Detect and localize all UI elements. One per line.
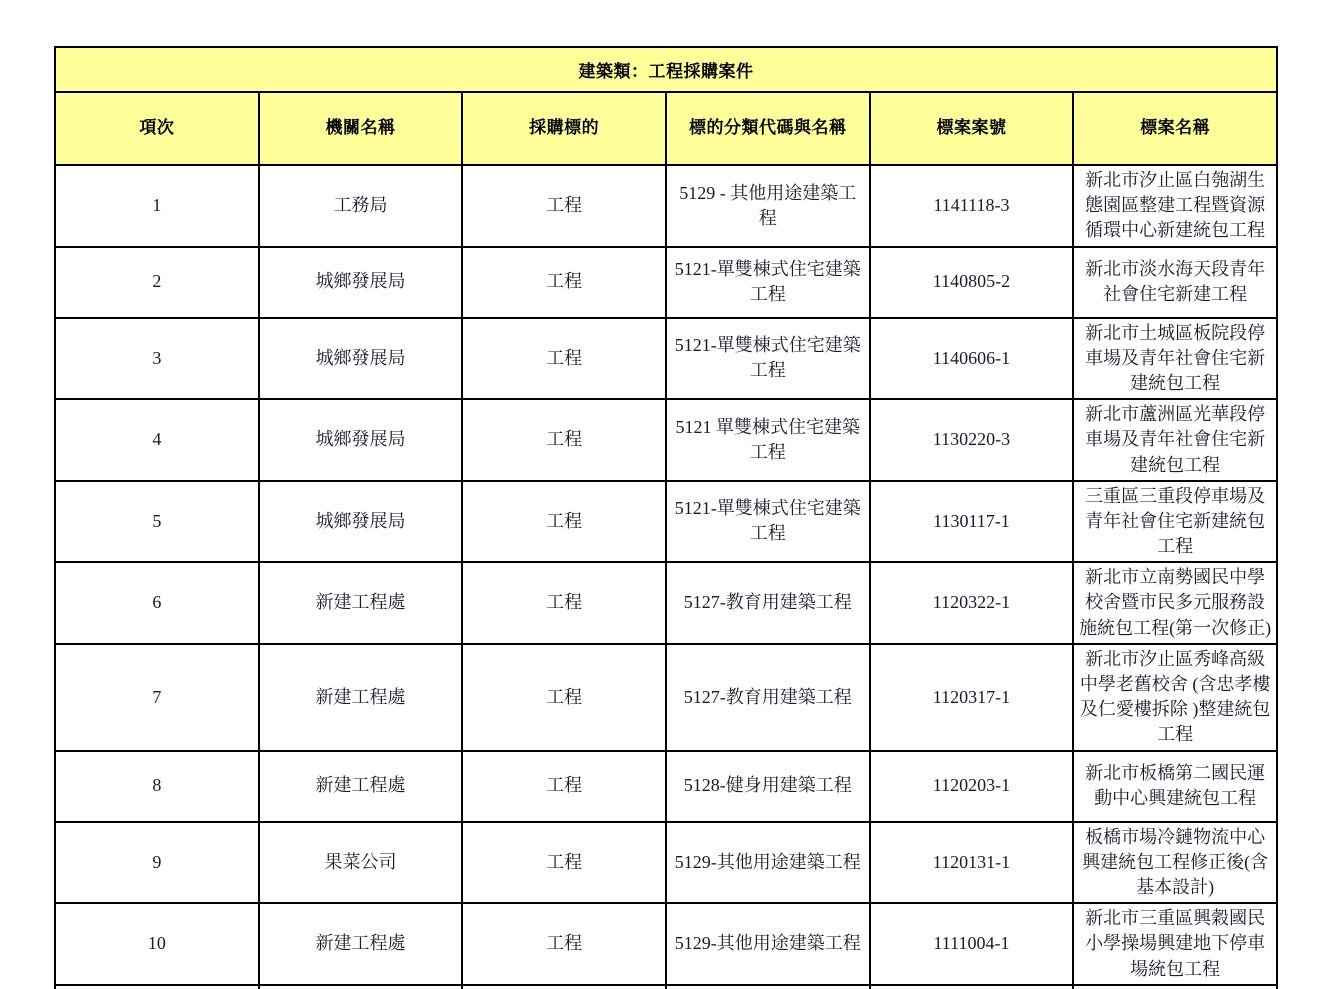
cell-obj: 工程 — [462, 562, 666, 644]
column-header-seq[interactable]: 項次 — [55, 92, 259, 165]
cell-name: 新北市板橋第二國民運動中心興建統包工程 — [1073, 751, 1277, 822]
cell-obj: 工程 — [462, 751, 666, 822]
tail-cell-name — [1073, 985, 1277, 989]
table-title: 建築類：工程採購案件 — [55, 47, 1277, 92]
cell-seq: 1 — [55, 165, 259, 247]
cell-org: 城鄉發展局 — [259, 481, 463, 563]
column-header-obj[interactable]: 採購標的 — [462, 92, 666, 165]
cell-org: 新建工程處 — [259, 644, 463, 751]
table-header-row — [55, 92, 1277, 165]
cell-org: 新建工程處 — [259, 562, 463, 644]
cell-org: 城鄉發展局 — [259, 318, 463, 400]
column-header-class[interactable]: 標的分類代碼與名稱 — [666, 92, 870, 165]
cell-name: 新北市汐止區白匏湖生態園區整建工程暨資源循環中心新建統包工程 — [1073, 165, 1277, 247]
cell-class: 5121-單雙棟式住宅建築工程 — [666, 318, 870, 400]
cell-name: 新北市土城區板院段停車場及青年社會住宅新建統包工程 — [1073, 318, 1277, 400]
table-row[interactable] — [55, 822, 1277, 904]
cell-name: 新北市汐止區秀峰高級中學老舊校舍 (含忠孝樓及仁愛樓拆除 )整建統包工程 — [1073, 644, 1277, 751]
tail-cell-class — [666, 985, 870, 989]
cell-name: 三重區三重段停車場及青年社會住宅新建統包工程 — [1073, 481, 1277, 563]
cell-org: 新建工程處 — [259, 903, 463, 985]
table-row[interactable] — [55, 751, 1277, 822]
cell-obj: 工程 — [462, 247, 666, 318]
cell-no: 1120203-1 — [870, 751, 1074, 822]
cell-no: 1130117-1 — [870, 481, 1074, 563]
table-row[interactable] — [55, 562, 1277, 644]
cell-org: 新建工程處 — [259, 751, 463, 822]
column-header-org[interactable]: 機關名稱 — [259, 92, 463, 165]
cell-no: 1140606-1 — [870, 318, 1074, 400]
cell-class: 5129-其他用途建築工程 — [666, 903, 870, 985]
cell-name: 板橋市場冷鏈物流中心興建統包工程修正後(含基本設計) — [1073, 822, 1277, 904]
cell-obj: 工程 — [462, 165, 666, 247]
cell-class: 5121 單雙棟式住宅建築工程 — [666, 399, 870, 481]
cell-obj: 工程 — [462, 399, 666, 481]
table-bottom-edge — [55, 985, 1277, 989]
cell-obj: 工程 — [462, 481, 666, 563]
cell-seq: 2 — [55, 247, 259, 318]
cell-org: 果菜公司 — [259, 822, 463, 904]
cell-org: 城鄉發展局 — [259, 247, 463, 318]
tail-cell-org — [259, 985, 463, 989]
table-row[interactable] — [55, 644, 1277, 751]
cell-name: 新北市三重區興穀國民小學操場興建地下停車場統包工程 — [1073, 903, 1277, 985]
tail-cell-no — [870, 985, 1074, 989]
cell-name: 新北市立南勢國民中學校舍暨市民多元服務設施統包工程(第一次修正) — [1073, 562, 1277, 644]
cell-class: 5128-健身用建築工程 — [666, 751, 870, 822]
cell-class: 5127-教育用建築工程 — [666, 644, 870, 751]
cell-no: 1140805-2 — [870, 247, 1074, 318]
cell-name: 新北市淡水海天段青年社會住宅新建工程 — [1073, 247, 1277, 318]
cell-no: 1120317-1 — [870, 644, 1074, 751]
cell-seq: 10 — [55, 903, 259, 985]
cell-org: 工務局 — [259, 165, 463, 247]
cell-seq: 3 — [55, 318, 259, 400]
table-row[interactable] — [55, 247, 1277, 318]
table-title-row — [55, 47, 1277, 92]
table-row[interactable] — [55, 903, 1277, 985]
cell-seq: 4 — [55, 399, 259, 481]
table-row[interactable] — [55, 318, 1277, 400]
cell-class: 5129-其他用途建築工程 — [666, 822, 870, 904]
cell-no: 1111004-1 — [870, 903, 1074, 985]
cell-seq: 8 — [55, 751, 259, 822]
cell-obj: 工程 — [462, 903, 666, 985]
cell-seq: 5 — [55, 481, 259, 563]
cell-seq: 6 — [55, 562, 259, 644]
table-row[interactable] — [55, 165, 1277, 247]
table-row[interactable] — [55, 399, 1277, 481]
cell-seq: 9 — [55, 822, 259, 904]
cell-obj: 工程 — [462, 318, 666, 400]
table-body — [55, 47, 1277, 989]
cell-class: 5127-教育用建築工程 — [666, 562, 870, 644]
cell-org: 城鄉發展局 — [259, 399, 463, 481]
cell-no: 1120322-1 — [870, 562, 1074, 644]
procurement-table — [54, 46, 1278, 989]
cell-obj: 工程 — [462, 644, 666, 751]
cell-no: 1130220-3 — [870, 399, 1074, 481]
table-row[interactable] — [55, 481, 1277, 563]
cell-class: 5121-單雙棟式住宅建築工程 — [666, 481, 870, 563]
cell-class: 5129 - 其他用途建築工程 — [666, 165, 870, 247]
tail-cell-seq — [55, 985, 259, 989]
cell-seq: 7 — [55, 644, 259, 751]
cell-obj: 工程 — [462, 822, 666, 904]
cell-name: 新北市蘆洲區光華段停車場及青年社會住宅新建統包工程 — [1073, 399, 1277, 481]
column-header-no[interactable]: 標案案號 — [870, 92, 1074, 165]
cell-no: 1120131-1 — [870, 822, 1074, 904]
cell-class: 5121-單雙棟式住宅建築工程 — [666, 247, 870, 318]
tail-cell-obj — [462, 985, 666, 989]
cell-no: 1141118-3 — [870, 165, 1074, 247]
column-header-name[interactable]: 標案名稱 — [1073, 92, 1277, 165]
